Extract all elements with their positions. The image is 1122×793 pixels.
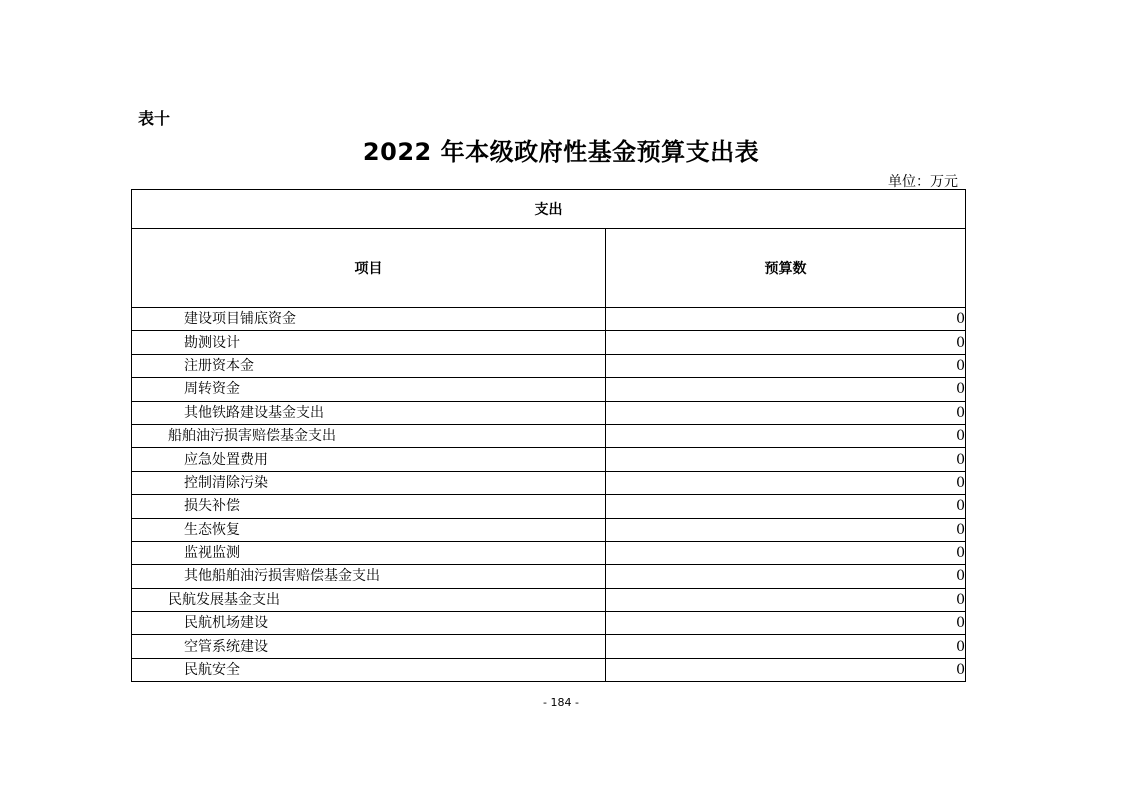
item-name-cell: 其他铁路建设基金支出 xyxy=(132,401,606,424)
item-name-cell: 注册资本金 xyxy=(132,354,606,377)
budget-amount-cell: 0 xyxy=(606,378,966,401)
item-name-cell: 生态恢复 xyxy=(132,518,606,541)
table-row xyxy=(132,308,966,331)
budget-amount-cell: 0 xyxy=(606,308,966,331)
budget-amount-cell: 0 xyxy=(606,331,966,354)
table-row xyxy=(132,541,966,564)
budget-amount-cell: 0 xyxy=(606,448,966,471)
unit-label: 单位：万元 xyxy=(888,174,958,190)
budget-amount-cell: 0 xyxy=(606,635,966,658)
table-row xyxy=(132,331,966,354)
item-name-cell: 建设项目铺底资金 xyxy=(132,308,606,331)
budget-amount-cell: 0 xyxy=(606,424,966,447)
table-row xyxy=(132,401,966,424)
item-name-cell: 周转资金 xyxy=(132,378,606,401)
item-name-cell: 民航机场建设 xyxy=(132,612,606,635)
group-header-expenditure: 支出 xyxy=(132,190,966,229)
table-row xyxy=(132,495,966,518)
column-header-item: 项目 xyxy=(132,229,606,308)
budget-expenditure-table xyxy=(131,189,966,682)
table-row xyxy=(132,448,966,471)
table-row xyxy=(132,635,966,658)
budget-amount-cell: 0 xyxy=(606,401,966,424)
item-name-cell: 船舶油污损害赔偿基金支出 xyxy=(132,424,606,447)
budget-amount-cell: 0 xyxy=(606,354,966,377)
item-name-cell: 民航发展基金支出 xyxy=(132,588,606,611)
table-body xyxy=(132,308,966,682)
table-group-header-row xyxy=(132,190,966,229)
budget-amount-cell: 0 xyxy=(606,588,966,611)
table-row xyxy=(132,471,966,494)
budget-amount-cell: 0 xyxy=(606,658,966,681)
budget-amount-cell: 0 xyxy=(606,518,966,541)
table-row xyxy=(132,658,966,681)
table-row xyxy=(132,588,966,611)
table-row xyxy=(132,612,966,635)
item-name-cell: 控制清除污染 xyxy=(132,471,606,494)
document-title: 2022 年本级政府性基金预算支出表 xyxy=(362,138,760,166)
item-name-cell: 民航安全 xyxy=(132,658,606,681)
item-name-cell: 勘测设计 xyxy=(132,331,606,354)
item-name-cell: 监视监测 xyxy=(132,541,606,564)
table-row xyxy=(132,424,966,447)
table-row xyxy=(132,565,966,588)
budget-amount-cell: 0 xyxy=(606,612,966,635)
item-name-cell: 空管系统建设 xyxy=(132,635,606,658)
budget-amount-cell: 0 xyxy=(606,541,966,564)
table-row xyxy=(132,378,966,401)
item-name-cell: 损失补偿 xyxy=(132,495,606,518)
budget-amount-cell: 0 xyxy=(606,565,966,588)
table-row xyxy=(132,518,966,541)
table-column-header-row xyxy=(132,229,966,308)
item-name-cell: 应急处置费用 xyxy=(132,448,606,471)
item-name-cell: 其他船舶油污损害赔偿基金支出 xyxy=(132,565,606,588)
column-header-budget-amount: 预算数 xyxy=(606,229,966,308)
page-number: - 184 - xyxy=(543,696,579,709)
budget-amount-cell: 0 xyxy=(606,471,966,494)
table-row xyxy=(132,354,966,377)
budget-amount-cell: 0 xyxy=(606,495,966,518)
table-label: 表十 xyxy=(138,109,171,128)
